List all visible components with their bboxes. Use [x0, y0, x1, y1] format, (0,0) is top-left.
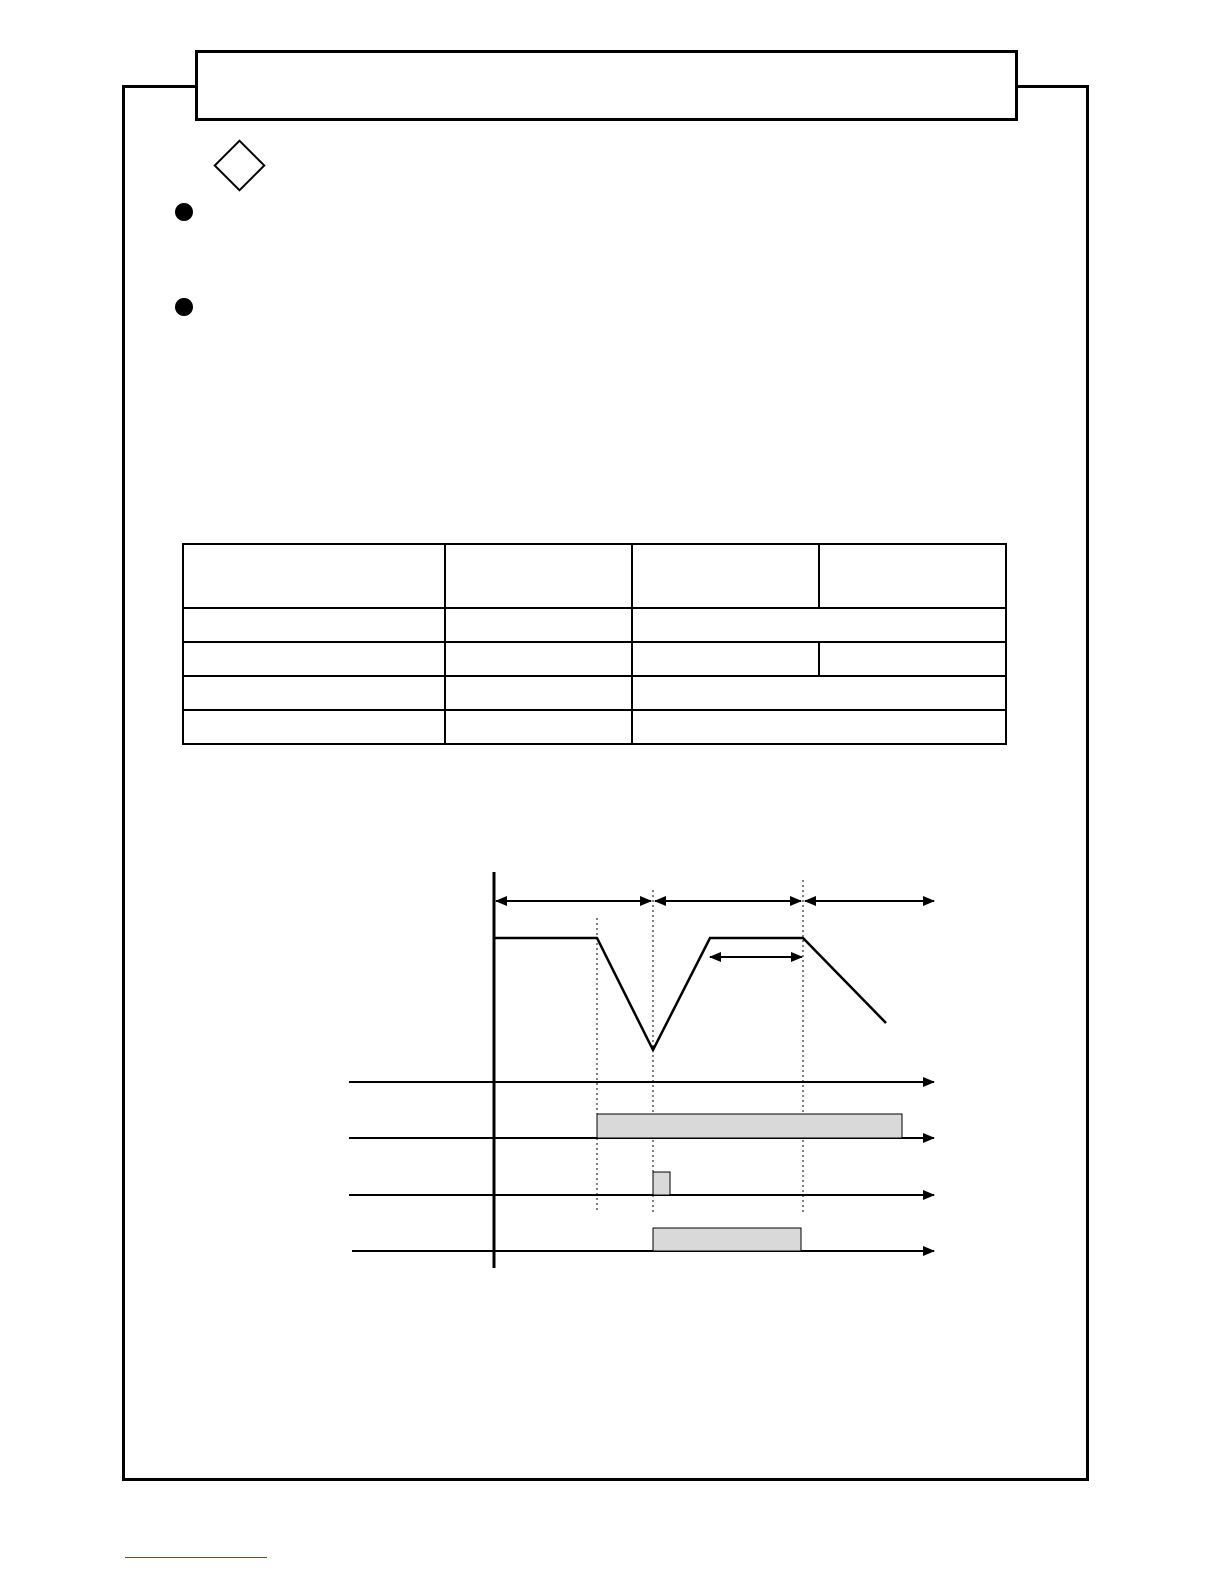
signal-pulse	[597, 1114, 902, 1138]
waveform	[494, 938, 886, 1050]
signal-pulse	[653, 1172, 670, 1195]
signal-pulse	[653, 1228, 801, 1251]
footer-link[interactable]	[125, 1557, 267, 1558]
